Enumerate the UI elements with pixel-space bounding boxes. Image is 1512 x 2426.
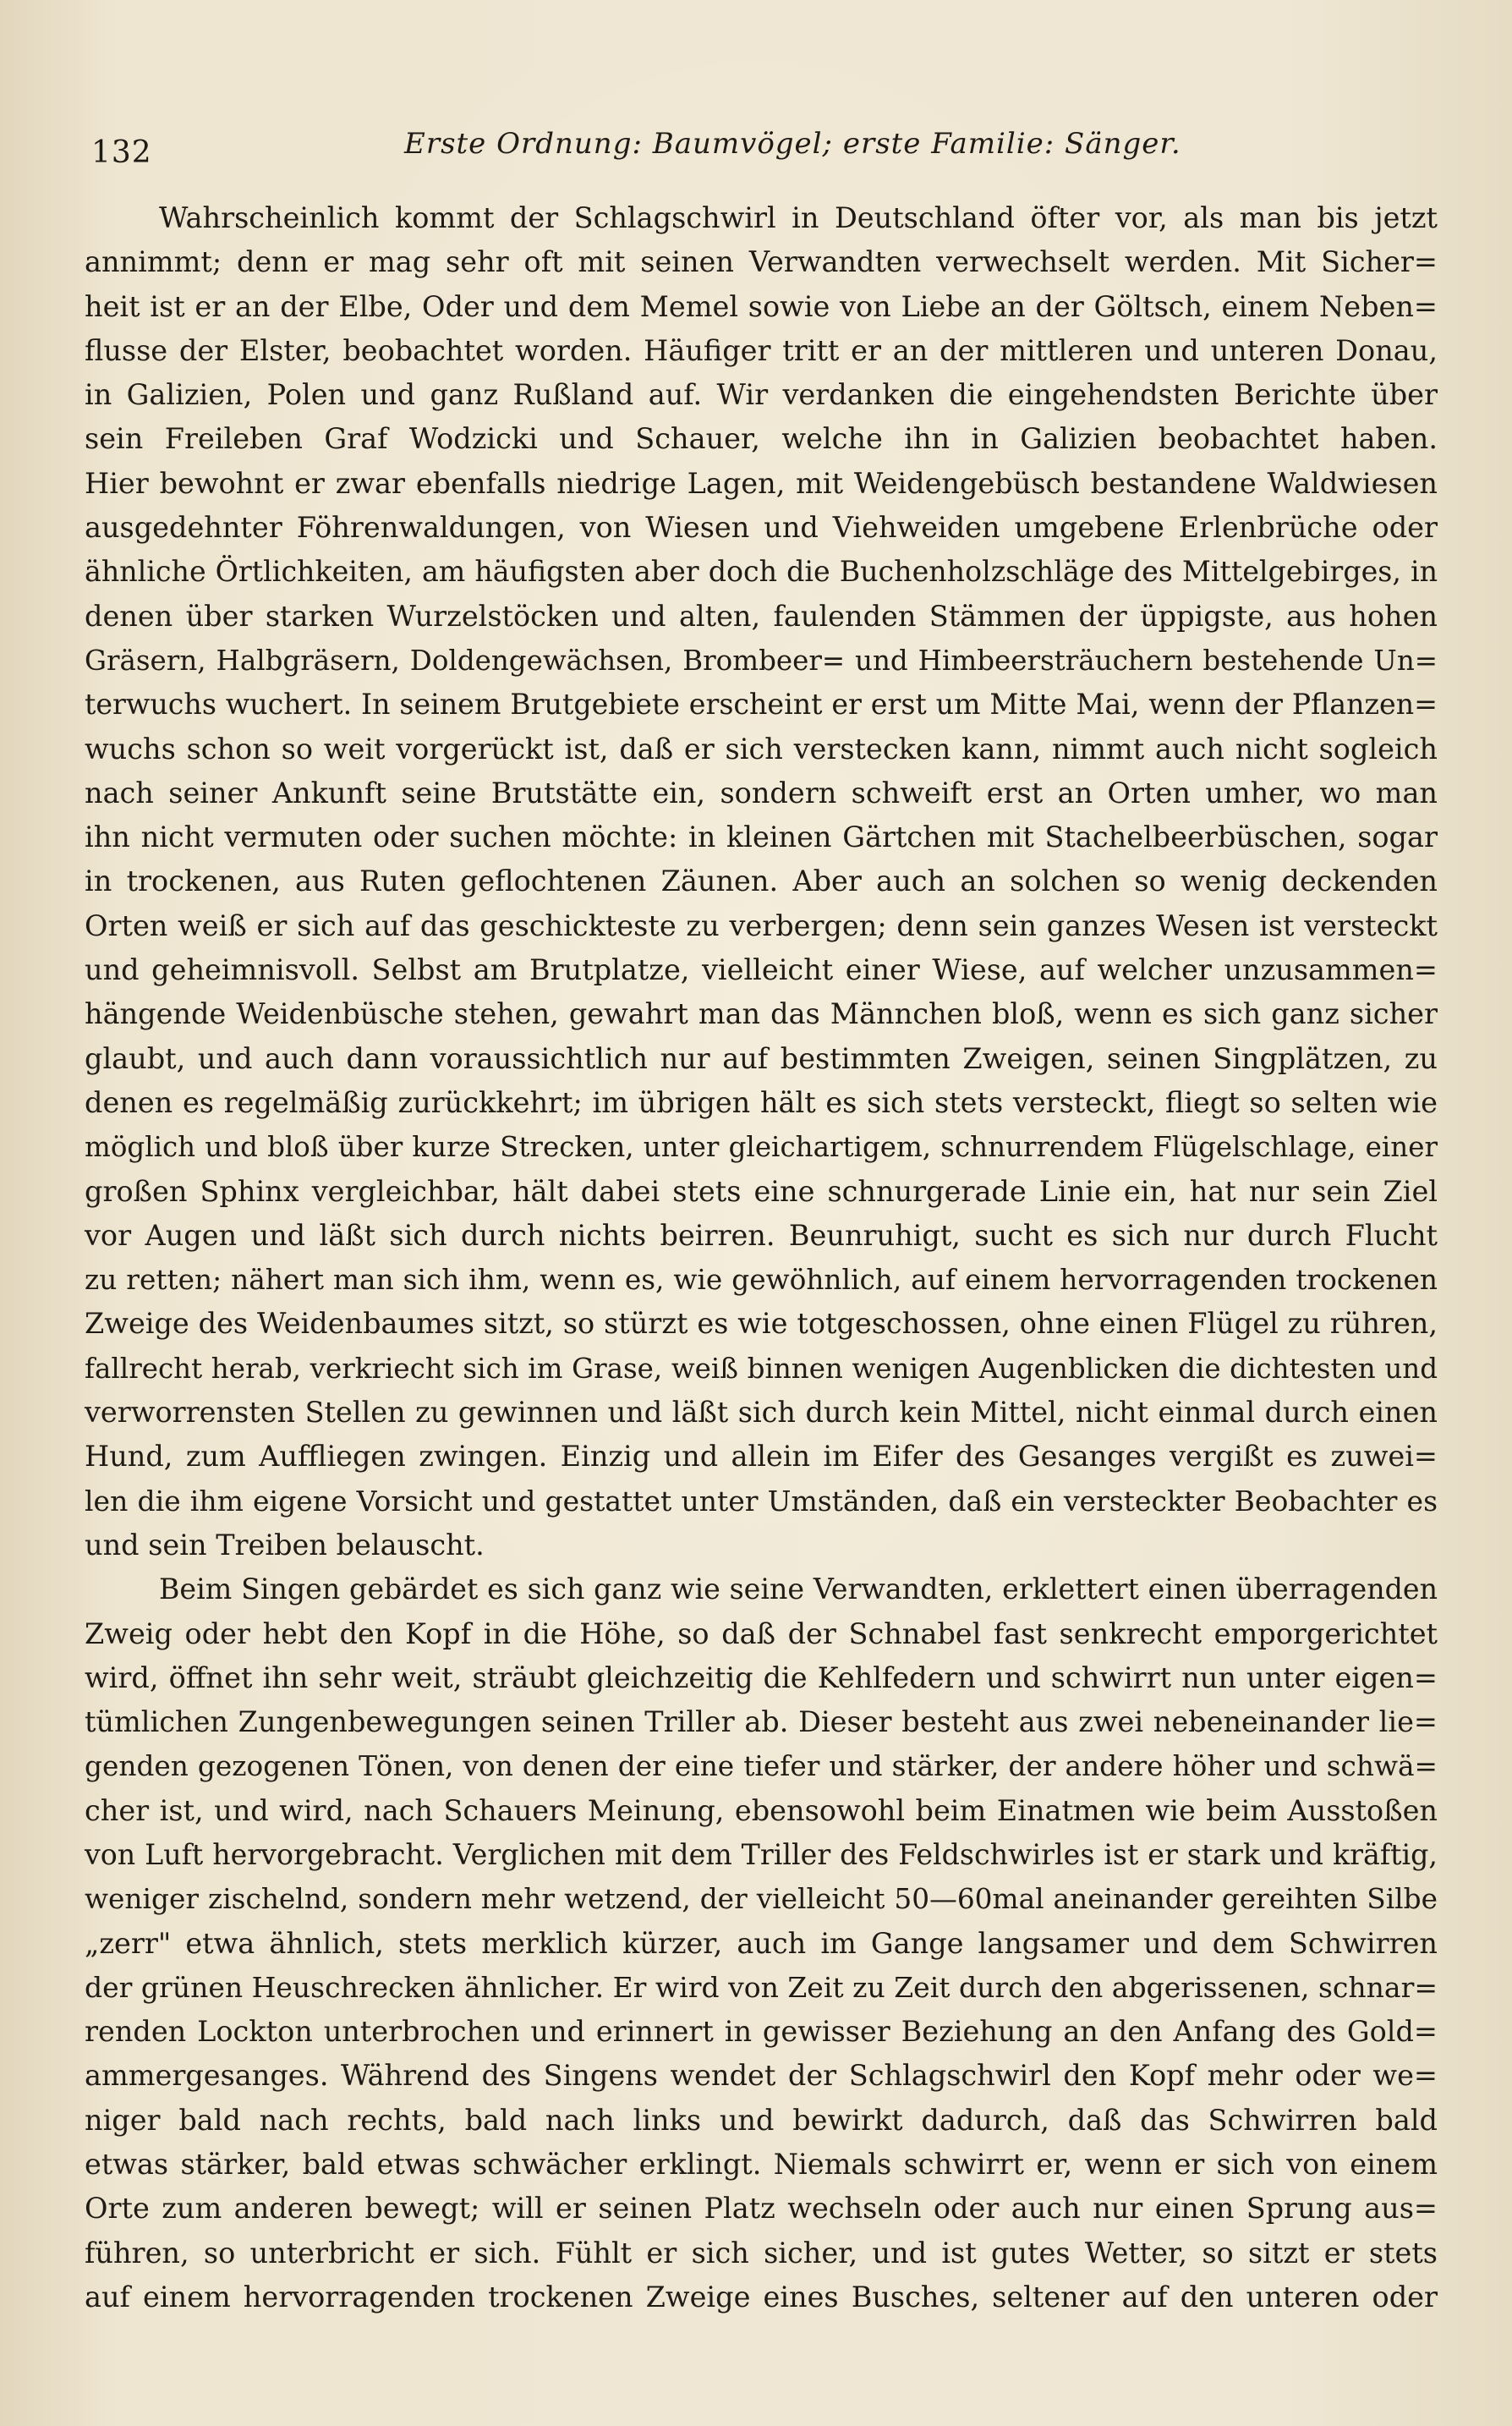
text-line: nach seiner Ankunft seine Brutstätte ein, sondern schweift erst an Orten umher, wo man (85, 776, 1438, 810)
text-line: glaubt, und auch dann voraussichtlich nur auf bestimmten Zweigen, seinen Singplätzen, zu (85, 1041, 1438, 1075)
text-line: verworrensten Stellen zu gewinnen und läßt sich durch kein Mittel, nicht einmal durch einen (85, 1396, 1438, 1430)
text-line: genden gezogenen Tönen, von denen der eine tiefer und stärker, der andere höher und schwä= (85, 1750, 1438, 1783)
text-line: und sein Treiben belauscht. (85, 1528, 485, 1562)
text-line: ähnliche Örtlichkeiten, am häufigsten aber doch die Buchenholzschläge des Mittelgebirges, in (85, 555, 1438, 589)
text-line: großen Sphinx vergleichbar, hält dabei stets eine schnurgerade Linie ein, hat nur sein Ziel (85, 1174, 1438, 1208)
text-line: denen über starken Wurzelstöcken und alten, faulenden Stämmen der üppigste, aus hohen (85, 599, 1438, 633)
text-line: denen es regelmäßig zurückkehrt; im übrigen hält es sich stets versteckt, fliegt so selten wie (85, 1085, 1438, 1119)
text-line: auf einem hervorragenden trockenen Zweige eines Busches, seltener auf den unteren oder (85, 2280, 1438, 2313)
paragraph-1 (85, 196, 1438, 1567)
text-line: in Galizien, Polen und ganz Rußland auf. Wir verdanken die eingehendsten Berichte über (85, 378, 1438, 412)
text-line: Zweig oder hebt den Kopf in die Höhe, so daß der Schnabel fast senkrecht emporgerichtet (85, 1616, 1438, 1650)
text-line: zu retten; nähert man sich ihm, wenn es, wie gewöhnlich, auf einem hervorragenden trockenen (85, 1264, 1438, 1297)
text-line: sein Freileben Graf Wodzicki und Schauer, welche ihn in Galizien beobachtet haben. (85, 422, 1438, 456)
text-line: wird, öffnet ihn sehr weit, sträubt gleichzeitig die Kehlfedern und schwirrt nun unter eigen= (85, 1660, 1438, 1694)
text-line: von Luft hervorgebracht. Verglichen mit dem Triller des Feldschwirles ist er stark und kräftig, (85, 1837, 1438, 1871)
text-line: annimmt; denn er mag sehr oft mit seinen Verwandten verwechselt werden. Mit Sicher= (85, 245, 1438, 279)
text-line: terwuchs wuchert. In seinem Brutgebiete erscheint er erst um Mitte Mai, wenn der Pflanzen= (85, 688, 1438, 722)
text-line: cher ist, und wird, nach Schauers Meinung, ebensowohl beim Einatmen wie beim Ausstoßen (85, 1793, 1438, 1827)
text-line: Hund, zum Auffliegen zwingen. Einzig und allein im Eifer des Gesanges vergißt es zuwei= (85, 1440, 1438, 1474)
text-line: heit ist er an der Elbe, Oder und dem Memel sowie von Liebe an der Göltsch, einem Neben= (85, 289, 1438, 323)
text-line: der grünen Heuschrecken ähnlicher. Er wird von Zeit zu Zeit durch den abgerissenen, schnar= (85, 1970, 1438, 2004)
text-line: etwas stärker, bald etwas schwächer erklingt. Niemals schwirrt er, wenn er sich von einem (85, 2148, 1438, 2182)
text-line: ausgedehnter Föhrenwaldungen, von Wiesen und Viehweiden umgebene Erlenbrüche oder (85, 511, 1438, 545)
text-line: ammergesanges. Während des Singens wendet der Schlagschwirl den Kopf mehr oder we= (85, 2059, 1438, 2093)
paragraph-2 (85, 1567, 1438, 2319)
text-line: niger bald nach rechts, bald nach links und bewirkt dadurch, daß das Schwirren bald (85, 2103, 1438, 2137)
text-line: und geheimnisvoll. Selbst am Brutplatze, vielleicht einer Wiese, auf welcher unzusammen= (85, 953, 1438, 987)
text-line: führen, so unterbricht er sich. Fühlt er sich sicher, und ist gutes Wetter, so sitzt er stets (85, 2236, 1438, 2270)
text-line: Hier bewohnt er zwar ebenfalls niedrige Lagen, mit Weidengebüsch bestandene Waldwiesen (85, 466, 1438, 500)
text-line: hängende Weidenbüsche stehen, gewahrt man das Männchen bloß, wenn es sich ganz sicher (85, 997, 1438, 1031)
page-header (91, 127, 1436, 178)
text-line: möglich und bloß über kurze Strecken, unter gleichartigem, schnurrendem Flügelschlage, einer (85, 1131, 1438, 1164)
page-number: 132 (91, 135, 152, 170)
text-line: renden Lockton unterbrochen und erinnert in gewisser Beziehung an den Anfang des Gold= (85, 2015, 1438, 2049)
text-line: wuchs schon so weit vorgerückt ist, daß er sich verstecken kann, nimmt auch nicht sogleich (85, 732, 1438, 766)
text-line: len die ihm eigene Vorsicht und gestattet unter Umständen, daß ein versteckter Beobachter es (85, 1484, 1438, 1518)
text-line: vor Augen und läßt sich durch nichts beirren. Beunruhigt, sucht es sich nur durch Flucht (85, 1218, 1438, 1252)
text-line: Wahrscheinlich kommt der Schlagschwirl in Deutschland öfter vor, als man bis jetzt (159, 201, 1438, 234)
body-text (85, 196, 1438, 2319)
text-line: ihn nicht vermuten oder suchen möchte: in kleinen Gärtchen mit Stachelbeerbüschen, sogar (85, 821, 1438, 854)
text-line: Zweige des Weidenbaumes sitzt, so stürzt es wie totgeschossen, ohne einen Flügel zu rühren, (85, 1307, 1438, 1341)
text-line: in trockenen, aus Ruten geflochtenen Zäunen. Aber auch an solchen so wenig deckenden (85, 864, 1438, 898)
running-head: Erste Ordnung: Baumvögel; erste Familie: Sänger. (404, 127, 1181, 161)
text-line: flusse der Elster, beobachtet worden. Häufiger tritt er an der mittleren und unteren Donau, (85, 333, 1438, 367)
text-line: „zerr" etwa ähnlich, stets merklich kürzer, auch im Gange langsamer und dem Schwirren (85, 1926, 1438, 1960)
text-line: weniger zischelnd, sondern mehr wetzend, der vielleicht 50—60mal aneinander gereihten Silbe (85, 1883, 1438, 1916)
text-line: Orte zum anderen bewegt; will er seinen Platz wechseln oder auch nur einen Sprung aus= (85, 2192, 1438, 2226)
text-line: fallrecht herab, verkriecht sich im Grase, weiß binnen wenigen Augenblicken die dichtesten und (85, 1352, 1438, 1385)
text-line: tümlichen Zungenbewegungen seinen Triller ab. Dieser besteht aus zwei nebeneinander lie= (85, 1705, 1438, 1739)
text-line: Orten weiß er sich auf das geschickteste zu verbergen; denn sein ganzes Wesen ist versteckt (85, 908, 1438, 942)
text-line: Gräsern, Halbgräsern, Doldengewächsen, Brombeer= und Himbeersträuchern bestehende Un= (85, 644, 1438, 677)
text-line: Beim Singen gebärdet es sich ganz wie seine Verwandten, erklettert einen überragenden (159, 1573, 1438, 1606)
